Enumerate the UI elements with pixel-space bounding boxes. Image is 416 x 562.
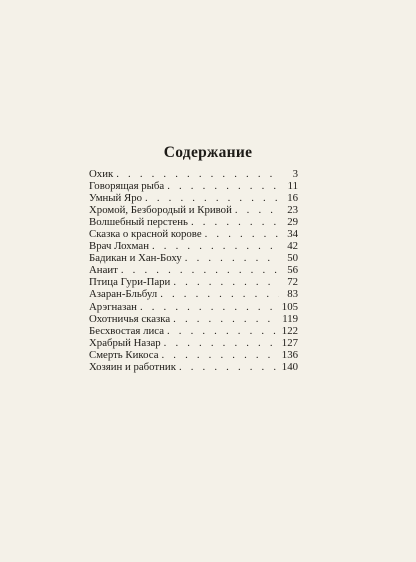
- dot-leader: [152, 240, 279, 252]
- dot-leader: [161, 349, 278, 361]
- dot-leader: [121, 264, 279, 276]
- toc-entry-page: 127: [281, 336, 298, 349]
- dot-leader: [167, 180, 279, 192]
- toc-entry-title: Умный Яро: [89, 192, 143, 205]
- toc-entry-page: 29: [287, 216, 298, 229]
- toc-entry: [89, 349, 298, 361]
- toc-list: [89, 168, 298, 373]
- dot-leader: [173, 313, 279, 325]
- toc-entry-page: 56: [287, 264, 298, 277]
- toc-entry-page: 140: [281, 360, 298, 373]
- toc-entry-title: Хозяин и работник: [89, 360, 176, 373]
- toc-entry: [89, 276, 298, 288]
- toc-entry: [89, 288, 298, 300]
- toc-entry-page: 105: [281, 300, 298, 313]
- toc-entry: [89, 301, 298, 313]
- toc-entry-title: Птица Гури-Пари: [89, 276, 171, 289]
- toc-entry-title: Охик: [89, 168, 114, 180]
- toc-entry: [89, 204, 298, 216]
- toc-entry-page: 136: [281, 348, 298, 361]
- dot-leader: [205, 228, 279, 240]
- toc-entry-title: Азаран-Бльбул: [89, 288, 158, 301]
- dot-leader: [140, 301, 279, 313]
- toc-entry: [89, 216, 298, 228]
- toc-entry-page: 3: [292, 168, 298, 180]
- toc-entry-page: 122: [281, 324, 298, 337]
- toc-heading: Содержание: [163, 144, 253, 161]
- toc-entry-title: Сказка о красной корове: [89, 228, 202, 241]
- toc-entry-page: 34: [287, 228, 298, 241]
- toc-entry-title: Бесхвостая лиса: [89, 324, 164, 337]
- toc-entry-page: 11: [287, 180, 298, 193]
- toc-entry-title: Говорящая рыба: [89, 180, 165, 193]
- toc-entry: [89, 264, 298, 276]
- toc-entry-title: Смерть Кикоса: [89, 348, 159, 361]
- toc-entry-title: Хромой, Безбородый и Кривой: [89, 204, 232, 217]
- dot-leader: [145, 192, 279, 204]
- toc-entry-page: 72: [287, 276, 298, 289]
- dot-leader: [191, 216, 279, 228]
- dot-leader: [160, 288, 279, 300]
- toc-entry: [89, 228, 298, 240]
- dot-leader: [179, 361, 279, 373]
- toc-entry-page: 16: [287, 192, 298, 205]
- toc-entry-title: Бадикан и Хан-Боху: [89, 252, 182, 265]
- toc-entry: [89, 361, 298, 373]
- toc-entry-title: Врач Лохман: [89, 240, 149, 253]
- toc-entry: [89, 325, 298, 337]
- toc-entry-title: Волшебный перстень: [89, 216, 188, 229]
- dot-leader: [185, 252, 279, 264]
- toc-entry-title: Арэгназан: [89, 300, 137, 313]
- toc-entry: [89, 337, 298, 349]
- toc-entry: [89, 192, 298, 204]
- toc-entry: [89, 252, 298, 264]
- toc-entry-page: 83: [287, 288, 298, 301]
- toc-entry-page: 42: [287, 240, 298, 253]
- toc-entry-title: Храбрый Назар: [89, 336, 161, 349]
- toc-entry-page: 119: [282, 312, 298, 325]
- toc-entry-title: Анаит: [89, 264, 118, 277]
- toc-entry: [89, 168, 298, 180]
- dot-leader: [167, 325, 279, 337]
- toc-entry-page: 50: [287, 252, 298, 265]
- toc-entry-page: 23: [287, 204, 298, 217]
- dot-leader: [164, 337, 279, 349]
- toc-entry: [89, 240, 298, 252]
- dot-leader: [173, 276, 279, 288]
- dot-leader: [116, 168, 279, 180]
- dot-leader: [235, 204, 279, 216]
- toc-entry: [89, 180, 298, 192]
- toc-entry: [89, 313, 298, 325]
- toc-entry-title: Охотничья сказка: [89, 312, 171, 325]
